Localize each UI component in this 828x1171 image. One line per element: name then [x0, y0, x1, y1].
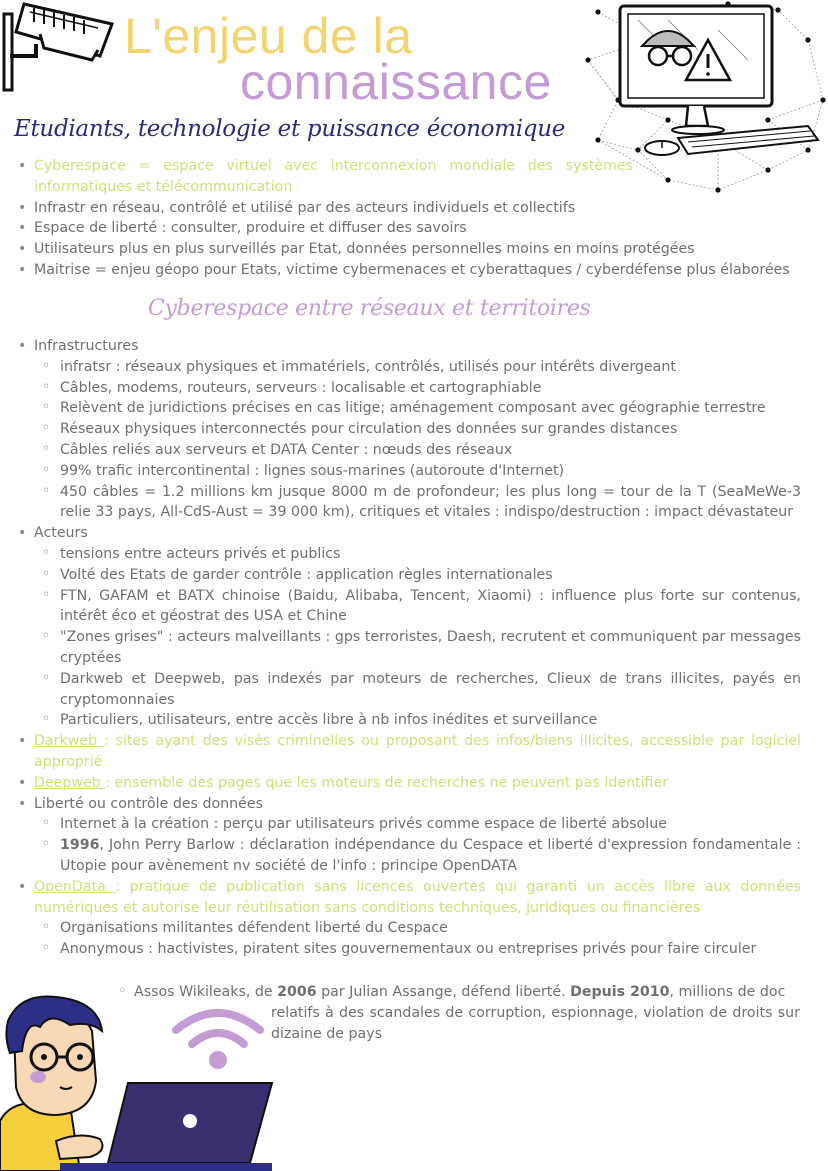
list-item-text: Espace de liberté : consulter, produire et diffuser des savoirs — [34, 220, 467, 237]
opendata-definition: : pratique de publication sans licences ouvertes qui garanti un accès libre aux données numériques et autorise leur réutilisation sans conditions techniques, juridiques ou financières — [34, 878, 802, 916]
list-item — [16, 156, 801, 198]
cyberespace-definition: Cyberespace = espace virtuel avec interconnexion mondiale des systèmes informatiques et télécommunication — [34, 158, 633, 195]
list-item-text: Câbles reliés aux serveurs et DATA Center : nœuds des réseaux — [60, 441, 513, 458]
darkweb-definition: : sites ayant des visés criminelles ou proposant des infos/biens illicites, accessible par logiciel approprié — [34, 733, 801, 770]
list-item — [16, 260, 801, 281]
list-item-text: FTN, GAFAM et BATX chinoise (Baidu, Alibaba, Tencent, Xiaomi) : influence plus forte sur contenus, intérêt éco et géostrat des USA et Chine — [60, 587, 801, 625]
list-item-text: Câbles, modems, routeurs, serveurs : localisable et cartographiable — [60, 379, 542, 396]
list-item-text: , John Perry Barlow : déclaration indépendance du Cespace et liberté d'expression fondamentale : Utopie pour avènement nv société de l'info : principe OpenDATA — [60, 837, 801, 874]
student-laptop-illustration — [0, 991, 280, 1171]
sub-list-item — [16, 565, 801, 586]
list-item-darkweb — [16, 731, 801, 773]
list-item — [16, 218, 801, 239]
sub-list-item — [16, 669, 801, 711]
list-item-text: Anonymous : hactivistes, piratent sites gouvernementaux ou entreprises privés pour faire circuler — [60, 941, 757, 958]
list-item-text: Relèvent de juridictions précises en cas litige; aménagement composant avec géographie terrestre — [60, 400, 766, 417]
since-2010: Depuis 2010 — [570, 984, 670, 1000]
year-1996: 1996 — [60, 837, 100, 854]
sub-list-item — [16, 482, 801, 524]
list-item-text: Particuliers, utilisateurs, entre accès libre à nb infos inédites et surveillance — [60, 712, 598, 729]
list-item-opendata — [16, 877, 801, 960]
list-item-text: Acteurs — [34, 525, 88, 542]
list-item — [16, 239, 801, 260]
list-item-text: Réseaux physiques interconnectés pour circulation des données sur grandes distances — [60, 421, 678, 438]
title-line-2: connaissance — [240, 54, 552, 110]
list-item-text: Maitrise = enjeu géopo pour Etats, victime cybermenaces et cyberattaques / cyberdéfense plus élaborées — [34, 261, 790, 278]
list-item-liberte — [16, 794, 801, 877]
list-item-text: Darkweb et Deepweb, pas indexés par moteurs de recherches, Clieux de trans illicites, payés en cryptomonnaies — [60, 670, 801, 708]
wikileaks-text-c: , millions de doc — [669, 984, 786, 1000]
section-heading-etudiants: Etudiants, technologie et puissance économique — [14, 116, 566, 142]
list-item-text: 450 câbles = 1.2 millions km jusque 8000 m de profondeur; les plus long = tour de la T (SeaMeWe-3 relie 33 pays, All-CdS-Aust = 39 000 km), critiques et vitales : indispo/destruction : impact dévastateur — [60, 483, 801, 521]
list-item-text: Utilisateurs plus en plus surveillés par Etat, données personnelles moins en moins protégées — [34, 241, 695, 258]
sub-list-item — [16, 440, 801, 461]
sub-list-item — [16, 398, 801, 419]
sub-list-item — [16, 544, 801, 565]
title-line-1: L'enjeu de la — [124, 8, 413, 64]
list-item-text: Liberté ou contrôle des données — [34, 795, 263, 812]
list-item-text: infratsr : réseaux physiques et immatériels, contrôlés, utilisés pour intérêts divergeant — [60, 358, 676, 375]
list-item-text: Organisations militantes défendent liberté du Cespace — [60, 920, 448, 937]
list-item-text: Volté des Etats de garder contrôle : application règles internationales — [60, 566, 553, 583]
sub-list-item — [16, 835, 801, 877]
list-item-text: tensions entre acteurs privés et publics — [60, 545, 341, 562]
wikileaks-text-b: par Julian Assange, défend liberté. — [316, 984, 571, 1000]
sub-list-item — [16, 586, 801, 628]
sub-list-item — [16, 419, 801, 440]
year-2006: 2006 — [277, 984, 317, 1000]
list-item-text: Infrastructures — [34, 338, 139, 354]
list-item-text: Infrastr en réseau, contrôlé et utilisé par des acteurs individuels et collectifs — [34, 199, 576, 216]
list-item-text: 99% trafic intercontinental : lignes sous-marines (autoroute d'Internet) — [60, 462, 565, 479]
sub-list-item — [16, 627, 801, 669]
security-camera-icon — [0, 0, 120, 95]
list-item-acteurs — [16, 523, 801, 731]
list-item-text: Internet à la création : perçu par utilisateurs privés comme espace de liberté absolue — [60, 816, 667, 833]
section-2-list — [16, 336, 801, 960]
section-heading-cyberespace: Cyberespace entre réseaux et territoires — [148, 296, 591, 321]
sub-list-item — [16, 814, 801, 835]
list-item-deepweb — [16, 773, 801, 794]
sub-list-item — [16, 357, 801, 378]
darkweb-term: Darkweb — [34, 733, 104, 750]
list-item — [16, 198, 801, 219]
sub-list-item — [16, 461, 801, 482]
list-item-infrastructures — [16, 336, 801, 523]
wikileaks-text-a: Assos Wikileaks, de — [134, 984, 278, 1000]
sub-list-item — [16, 939, 801, 960]
list-item-text: "Zones grises" : acteurs malveillants : gps terroristes, Daesh, recrutent et communiquent par messages cryptées — [60, 629, 801, 666]
wikileaks-line-2: relatifs à des scandales de corruption, espionnage, violation de droits sur dizaine de pays — [271, 1004, 800, 1042]
sub-list-item — [16, 378, 801, 399]
section-1-list — [16, 156, 801, 281]
sub-list-item — [16, 710, 801, 731]
deepweb-definition: : ensemble des pages que les moteurs de recherches ne peuvent pas identifier — [105, 774, 669, 791]
opendata-term: OpenData — [34, 878, 116, 895]
deepweb-term: Deepweb — [34, 774, 106, 791]
sub-list-item — [16, 918, 801, 939]
